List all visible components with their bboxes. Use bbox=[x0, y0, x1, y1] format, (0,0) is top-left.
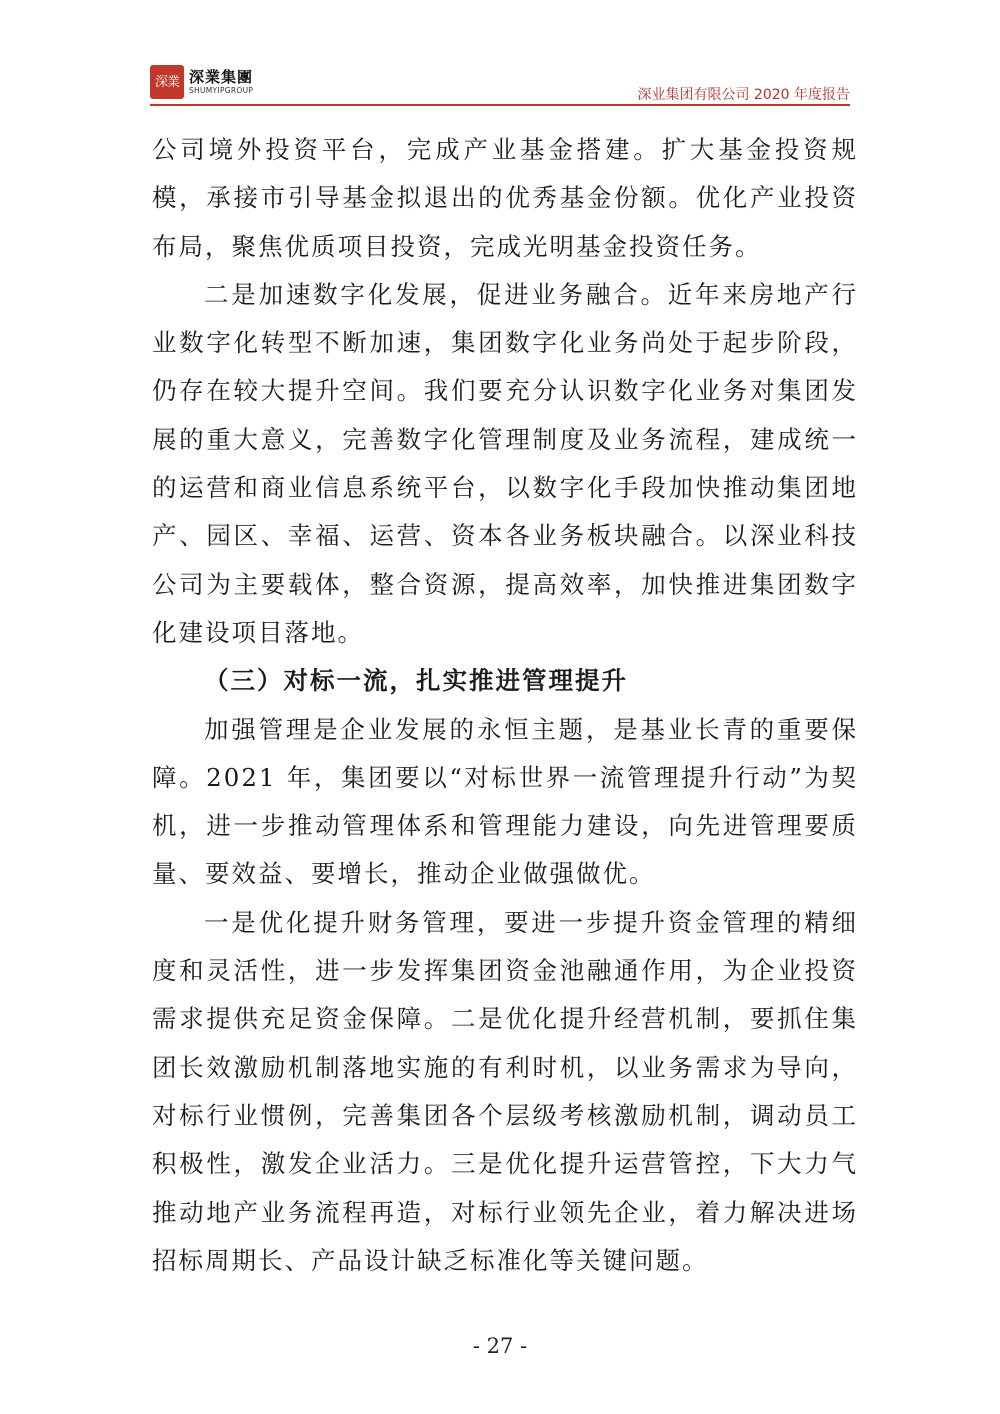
header-divider bbox=[150, 104, 850, 106]
page-number: - 27 - bbox=[472, 1334, 528, 1358]
logo-chinese-name: 深業集團 bbox=[189, 68, 254, 86]
paragraph-optimization: 一是优化提升财务管理，要进一步提升资金管理的精细度和灵活性，进一步发挥集团资金池融通作用，为企业投资需求提供充足资金保障。二是优化提升经营机制，要抓住集团长效激励机制落地实施的有利时机，以业务需求为导向，对标行业惯例，完善集团各个层级考核激励机制，调动员工积极性，激发企业活力。三是优化提升运营管控，下大力气推动地产业务流程再造，对标行业领先企业，着力解决进场招标周期长、产品设计缺乏标准化等关键问题。 bbox=[152, 907, 858, 1275]
company-logo bbox=[150, 64, 253, 100]
logo-text bbox=[189, 68, 253, 96]
paragraph-management: 加强管理是企业发展的永恒主题，是基业长青的重要保障。2021 年，集团要以“对标世界一流管理提升行动”为契机，进一步推动管理体系和管理能力建设，向先进管理要质量、要效益、要增长，推动企业做强做优。 bbox=[152, 714, 858, 889]
logo-seal-icon: 深業 bbox=[150, 65, 184, 99]
report-title: 深业集团有限公司 2020 年度报告 bbox=[637, 87, 850, 103]
document-body bbox=[152, 126, 858, 1285]
paragraph-continuation: 公司境外投资平台，完成产业基金搭建。扩大基金投资规模，承接市引导基金拟退出的优秀基金份额。优化产业投资布局，聚焦优质项目投资，完成光明基金投资任务。 bbox=[152, 135, 858, 261]
logo-english-name: SHUMYIPGROUP bbox=[189, 86, 254, 95]
paragraph-digitalization: 二是加速数字化发展，促进业务融合。近年来房地产行业数字化转型不断加速，集团数字化业务尚处于起步阶段，仍存在较大提升空间。我们要充分认识数字化业务对集团发展的重大意义，完善数字化管理制度及业务流程，建成统一的运营和商业信息系统平台，以数字化手段加快推动集团地产、园区、幸福、运营、资本各业务板块融合。以深业科技公司为主要载体，整合资源，提高效率，加快推进集团数字化建设项目落地。 bbox=[152, 279, 858, 647]
section-heading: （三）对标一流，扎实推进管理提升 bbox=[204, 666, 628, 696]
page-header bbox=[150, 58, 850, 106]
